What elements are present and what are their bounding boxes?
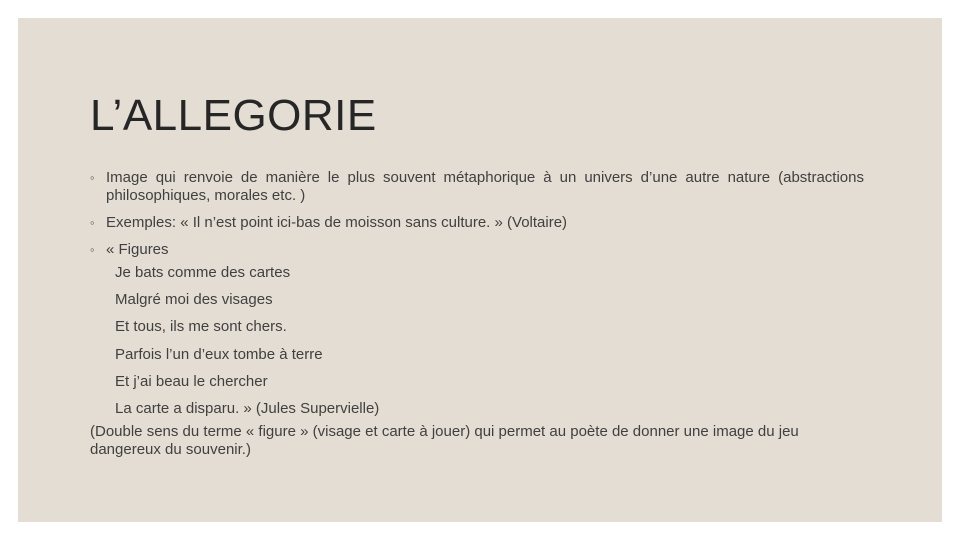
bullet-marker-icon: ◦: [90, 242, 95, 257]
poem-line: La carte a disparu. » (Jules Supervielle): [115, 400, 380, 418]
bullet-marker-icon: ◦: [90, 170, 95, 185]
bullet-item: [90, 169, 864, 205]
bullet-text: Exemples: « Il n’est point ici-bas de moisson sans culture. » (Voltaire): [106, 214, 568, 231]
slide: [18, 18, 942, 522]
explanation-note: (Double sens du terme « figure » (visage et carte à jouer) qui permet au poète de donner une image du jeu dangereux du souvenir.): [90, 423, 799, 459]
slide-body: [90, 169, 864, 459]
bullet-text: Image qui renvoie de manière le plus souvent métaphorique à un univers d’une autre nature (abstractions philosophiques, morales etc. ): [106, 169, 864, 204]
poem-line: Malgré moi des visages: [115, 291, 273, 309]
bullet-item: [90, 241, 864, 259]
bullet-item: [90, 214, 864, 232]
poem-line: Et j’ai beau le chercher: [115, 372, 268, 390]
bullet-text: « Figures: [106, 241, 169, 258]
bullet-marker-icon: ◦: [90, 215, 95, 230]
poem-line: Parfois l’un d’eux tombe à terre: [115, 345, 323, 363]
slide-title: L’ALLEGORIE: [90, 91, 377, 140]
poem-block: [90, 259, 864, 422]
poem-line: Je bats comme des cartes: [115, 264, 291, 281]
poem-line: Et tous, ils me sont chers.: [115, 318, 287, 336]
